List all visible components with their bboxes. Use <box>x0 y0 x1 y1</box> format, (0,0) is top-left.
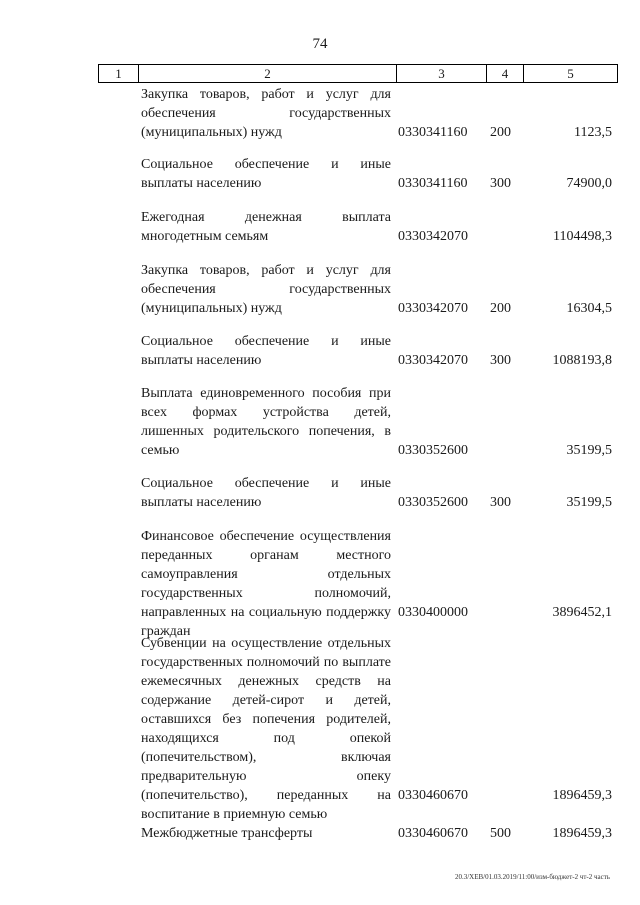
row-amount: 16304,5 <box>566 301 612 316</box>
row-name: Ежегодная денежная выплата многодетным семьям <box>141 210 391 244</box>
row-type: 200 <box>490 125 511 140</box>
row-type: 300 <box>490 176 511 191</box>
row-name: Социальное обеспечение и иные выплаты населению <box>141 334 391 368</box>
row-code: 0330400000 <box>398 605 468 620</box>
row-code: 0330352600 <box>398 443 468 458</box>
header-col-1: 1 <box>99 65 139 82</box>
row-amount: 1896459,3 <box>552 788 612 803</box>
row-code: 0330342070 <box>398 353 468 368</box>
header-col-3: 3 <box>397 65 487 82</box>
row-code: 0330341160 <box>398 125 468 140</box>
row-amount: 74900,0 <box>566 176 612 191</box>
row-name: Выплата единовременного пособия при всех формах устройства детей, лишенных родительского попечения, в семью <box>141 386 391 458</box>
row-amount: 35199,5 <box>566 495 612 510</box>
row-type: 300 <box>490 353 511 368</box>
row-name: Финансовое обеспечение осуществления переданных органам местного самоуправления отдельных государственных полномочий, направленных на социальную поддержку граждан <box>141 529 391 639</box>
row-code: 0330342070 <box>398 301 468 316</box>
row-code: 0330352600 <box>398 495 468 510</box>
row-type: 200 <box>490 301 511 316</box>
row-amount: 35199,5 <box>566 443 612 458</box>
row-type: 300 <box>490 495 511 510</box>
row-amount: 1088193,8 <box>552 353 612 368</box>
footer-note: 20.3/ХЕВ/01.03.2019/11:00/изм-бюджет-2 чт-2 часть <box>454 873 610 881</box>
row-code: 0330342070 <box>398 229 468 244</box>
row-amount: 1123,5 <box>574 125 612 140</box>
header-col-4: 4 <box>487 65 524 82</box>
row-name: Субвенции на осуществление отдельных государственных полномочий по выплате ежемесячных денежных средств на содержание детей-сирот и детей, оставшихся без попечения родителей, находящихся под опекой (попечительством), включая предварительную опеку (попечительство), переданных на воспитание в приемную семью <box>141 636 391 822</box>
row-amount: 3896452,1 <box>552 605 612 620</box>
row-amount: 1896459,3 <box>552 826 612 841</box>
row-code: 0330341160 <box>398 176 468 191</box>
row-name: Закупка товаров, работ и услуг для обеспечения государственных (муниципальных) нужд <box>141 263 391 316</box>
row-name: Социальное обеспечение и иные выплаты населению <box>141 476 391 510</box>
header-col-2: 2 <box>139 65 397 82</box>
row-name: Закупка товаров, работ и услуг для обеспечения государственных (муниципальных) нужд <box>141 87 391 140</box>
row-code: 0330460670 <box>398 826 468 841</box>
header-col-5: 5 <box>567 66 574 81</box>
row-name: Социальное обеспечение и иные выплаты населению <box>141 157 391 191</box>
row-name: Межбюджетные трансферты <box>141 826 313 841</box>
row-type: 500 <box>490 826 511 841</box>
page-number: 74 <box>312 36 328 52</box>
row-code: 0330460670 <box>398 788 468 803</box>
table-header <box>98 64 618 83</box>
row-amount: 1104498,3 <box>553 229 612 244</box>
